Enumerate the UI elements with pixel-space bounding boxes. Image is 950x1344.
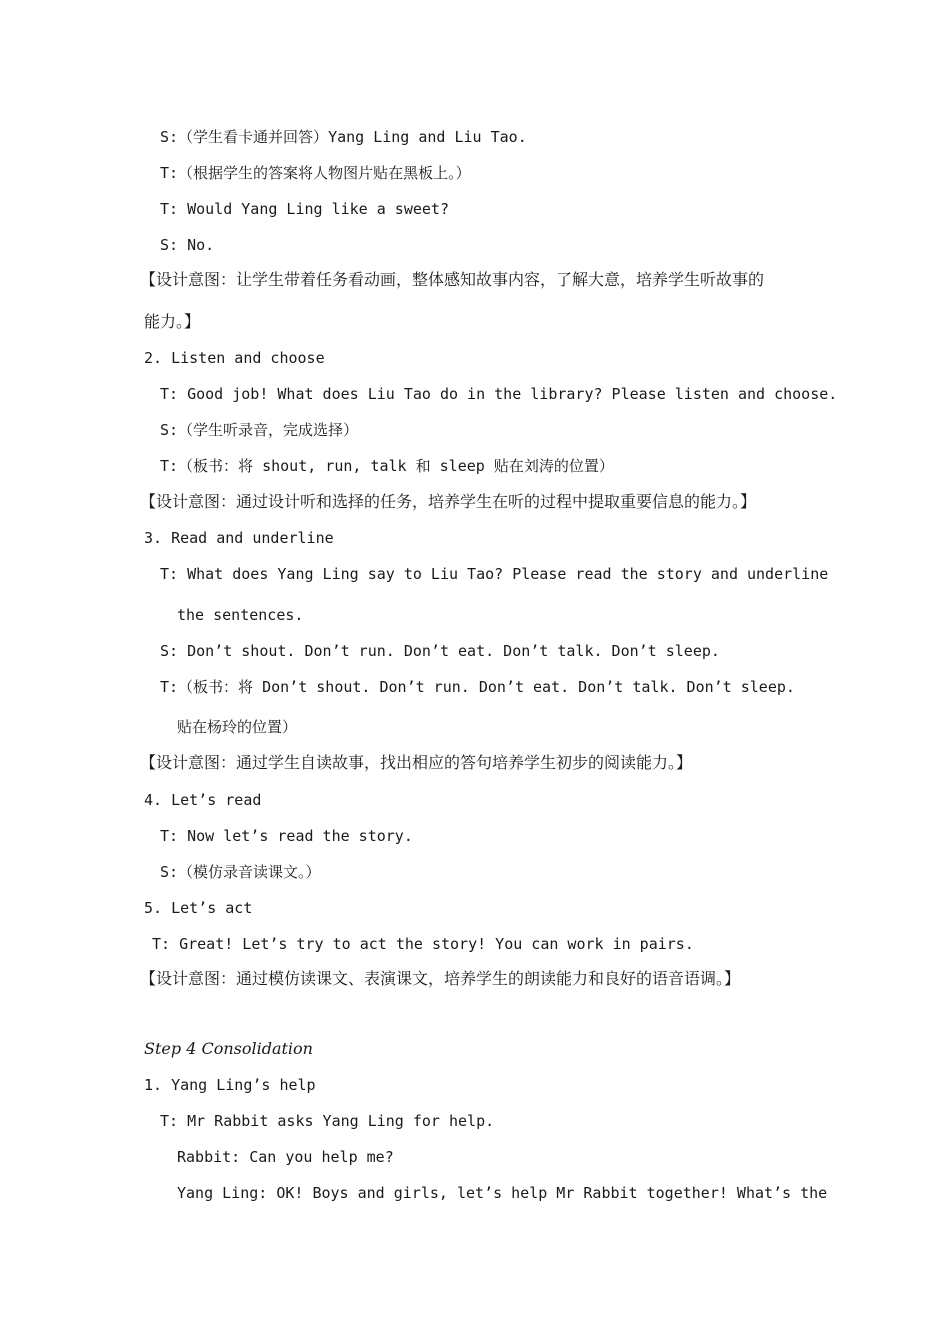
dialogue-line: T: Would Yang Ling like a sweet?: [160, 200, 449, 218]
dialogue-line: T: Great! Let’s try to act the story! You can work in pairs.: [152, 935, 694, 953]
design-intent-note-cont: 能力。】: [144, 312, 201, 331]
design-intent-note: 【设计意图：通过设计听和选择的任务，培养学生在听的过程中提取重要信息的能力。】: [140, 492, 757, 511]
section-heading: 4. Let’s read: [144, 791, 262, 809]
dialogue-line: T:（根据学生的答案将人物图片贴在黑板上。）: [160, 164, 471, 182]
dialogue-line: T:（板书：将 Don’t shout. Don’t run. Don’t eat. Don’t talk. Don’t sleep.: [160, 678, 795, 696]
dialogue-line: S:（学生听录音，完成选择）: [160, 421, 359, 439]
dialogue-line: Yang Ling: OK! Boys and girls, let’s help Mr Rabbit together! What’s the: [177, 1184, 828, 1202]
dialogue-line: T: What does Yang Ling say to Liu Tao? Please read the story and underline: [160, 565, 829, 583]
dialogue-line: S: No.: [160, 236, 215, 254]
dialogue-line: S:（模仿录音读课文。）: [160, 863, 321, 881]
dialogue-line: S: Don’t shout. Don’t run. Don’t eat. Don’t talk. Don’t sleep.: [160, 642, 720, 660]
dialogue-line-cont: the sentences.: [177, 606, 304, 624]
dialogue-line: S:（学生看卡通并回答）Yang Ling and Liu Tao.: [160, 128, 527, 146]
dialogue-line-cont: 贴在杨玲的位置）: [177, 718, 298, 736]
section-heading: 2. Listen and choose: [144, 349, 325, 367]
section-heading: 5. Let’s act: [144, 899, 253, 917]
dialogue-line: T: Mr Rabbit asks Yang Ling for help.: [160, 1112, 495, 1130]
dialogue-line: T: Now let’s read the story.: [160, 827, 413, 845]
section-heading: 3. Read and underline: [144, 529, 334, 547]
dialogue-line: T:（板书：将 shout, run, talk 和 sleep 贴在刘涛的位置）: [160, 457, 614, 475]
section-heading: 1. Yang Ling’s help: [144, 1076, 316, 1094]
dialogue-line: T: Good job! What does Liu Tao do in the library? Please listen and choose.: [160, 385, 838, 403]
design-intent-note: 【设计意图：通过学生自读故事，找出相应的答句培养学生初步的阅读能力。】: [140, 753, 693, 772]
design-intent-note: 【设计意图：通过模仿读课文、表演课文，培养学生的朗读能力和良好的语音语调。】: [140, 969, 741, 988]
dialogue-line: Rabbit: Can you help me?: [177, 1148, 394, 1166]
step-heading: Step 4 Consolidation: [144, 1039, 313, 1058]
design-intent-note: 【设计意图：让学生带着任务看动画，整体感知故事内容，了解大意，培养学生听故事的: [140, 270, 765, 289]
